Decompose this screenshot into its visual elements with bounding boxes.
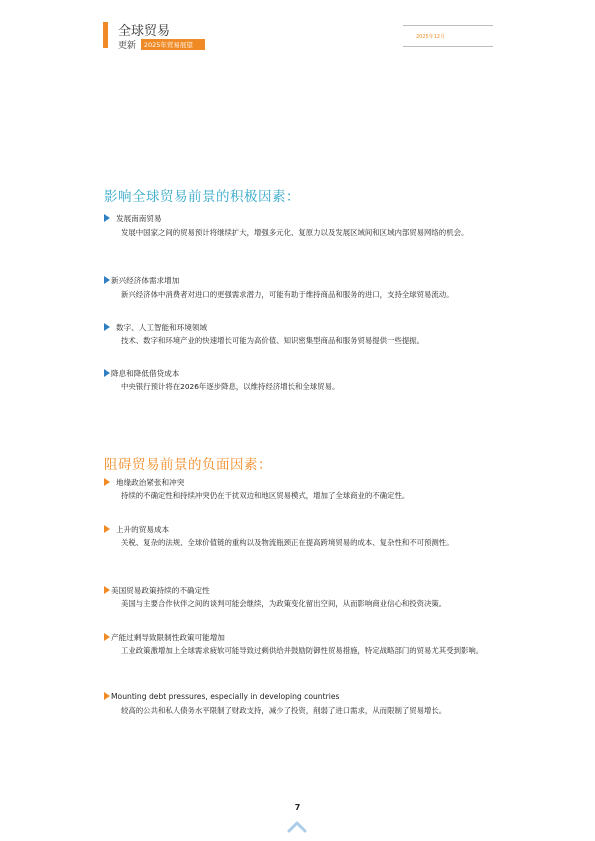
triangle-bullet-icon [104,525,110,533]
report-tag: 2025年贸易展望 [141,39,205,50]
negative-item-5-head [104,692,339,701]
negative-item-4-head [104,632,225,643]
triangle-bullet-icon [104,323,110,331]
negative-item-3-body: 美国与主要合作伙伴之间的谈判可能会继续，为政策变化留出空间，从而影响商业信心和投资决策。 [121,599,447,608]
chevron-up-icon[interactable] [287,818,307,838]
triangle-bullet-icon [104,276,110,284]
report-subtitle-text: 更新 [118,41,137,51]
positive-item-4-head [104,368,179,379]
page-number: 7 [294,803,301,812]
report-subtitle [118,38,205,51]
positive-item-3-body: 技术、数字和环境产业的快速增长可能为高价值、知识密集型商品和服务贸易提供一些提振。 [121,336,425,345]
negative-item-1-head [104,477,184,488]
header-rule-bottom [403,46,493,47]
positive-item-2-body: 新兴经济体中消费者对进口的更强需求潜力，可能有助于维持商品和服务的进口，支持全球贸易流动。 [121,290,454,299]
positive-factors-title: 影响全球贸易前景的积极因素： [104,189,300,205]
report-date: 2025年12月 [416,34,446,40]
header-rule-top [403,25,493,26]
positive-item-1-label: 发展南南贸易 [116,214,162,223]
positive-item-2-head [104,275,179,286]
negative-item-1-label: 地缘政治紧张和冲突 [116,478,185,487]
triangle-bullet-icon [104,214,110,222]
negative-item-4-label: 产能过剩导致限制性政策可能增加 [111,633,225,642]
triangle-bullet-icon [104,692,110,700]
positive-item-3-head [104,322,207,333]
negative-item-5-body: 较高的公共和私人债务水平限制了财政支持，减少了投资，削弱了进口需求，从而限制了贸易增长。 [121,706,447,715]
positive-item-1-head [104,213,162,224]
positive-item-2-label: 新兴经济体需求增加 [111,276,180,285]
triangle-bullet-icon [104,478,110,486]
negative-factors-title: 阻碍贸易前景的负面因素： [104,457,272,473]
negative-item-2-body: 关税、复杂的法规、全球价值链的重构以及物流瓶颈正在提高跨境贸易的成本、复杂性和不可预测性。 [121,538,454,547]
negative-item-3-label: 美国贸易政策持续的不确定性 [111,586,210,595]
triangle-bullet-icon [104,633,110,641]
report-title: 全球贸易 [118,24,171,39]
negative-item-4-body: 工业政策激增加上全球需求疲软可能导致过剩供给并鼓励防御性贸易措施，特定战略部门的贸易尤其受到影响。 [121,646,484,655]
triangle-bullet-icon [104,586,110,594]
negative-item-5-label: Mounting debt pressures, especially in developing countries [111,692,340,701]
triangle-bullet-icon [104,369,110,377]
positive-item-1-body: 发展中国家之间的贸易预计将继续扩大，增强多元化、复原力以及发展区域间和区域内部贸易网络的机会。 [121,228,469,237]
header-accent-bar [103,22,108,48]
positive-item-3-label: 数字、人工智能和环境领域 [116,323,208,332]
positive-item-4-body: 中央银行预计将在2026年逐步降息，以维持经济增长和全球贸易。 [121,382,340,391]
negative-item-2-label: 上升的贸易成本 [116,525,170,534]
negative-item-3-head [104,585,210,596]
negative-item-1-body: 持续的不确定性和持续冲突仍在干扰双边和地区贸易模式，增加了全球商业的不确定性。 [121,491,410,500]
positive-item-4-label: 降息和降低借贷成本 [111,369,180,378]
negative-item-2-head [104,524,169,535]
